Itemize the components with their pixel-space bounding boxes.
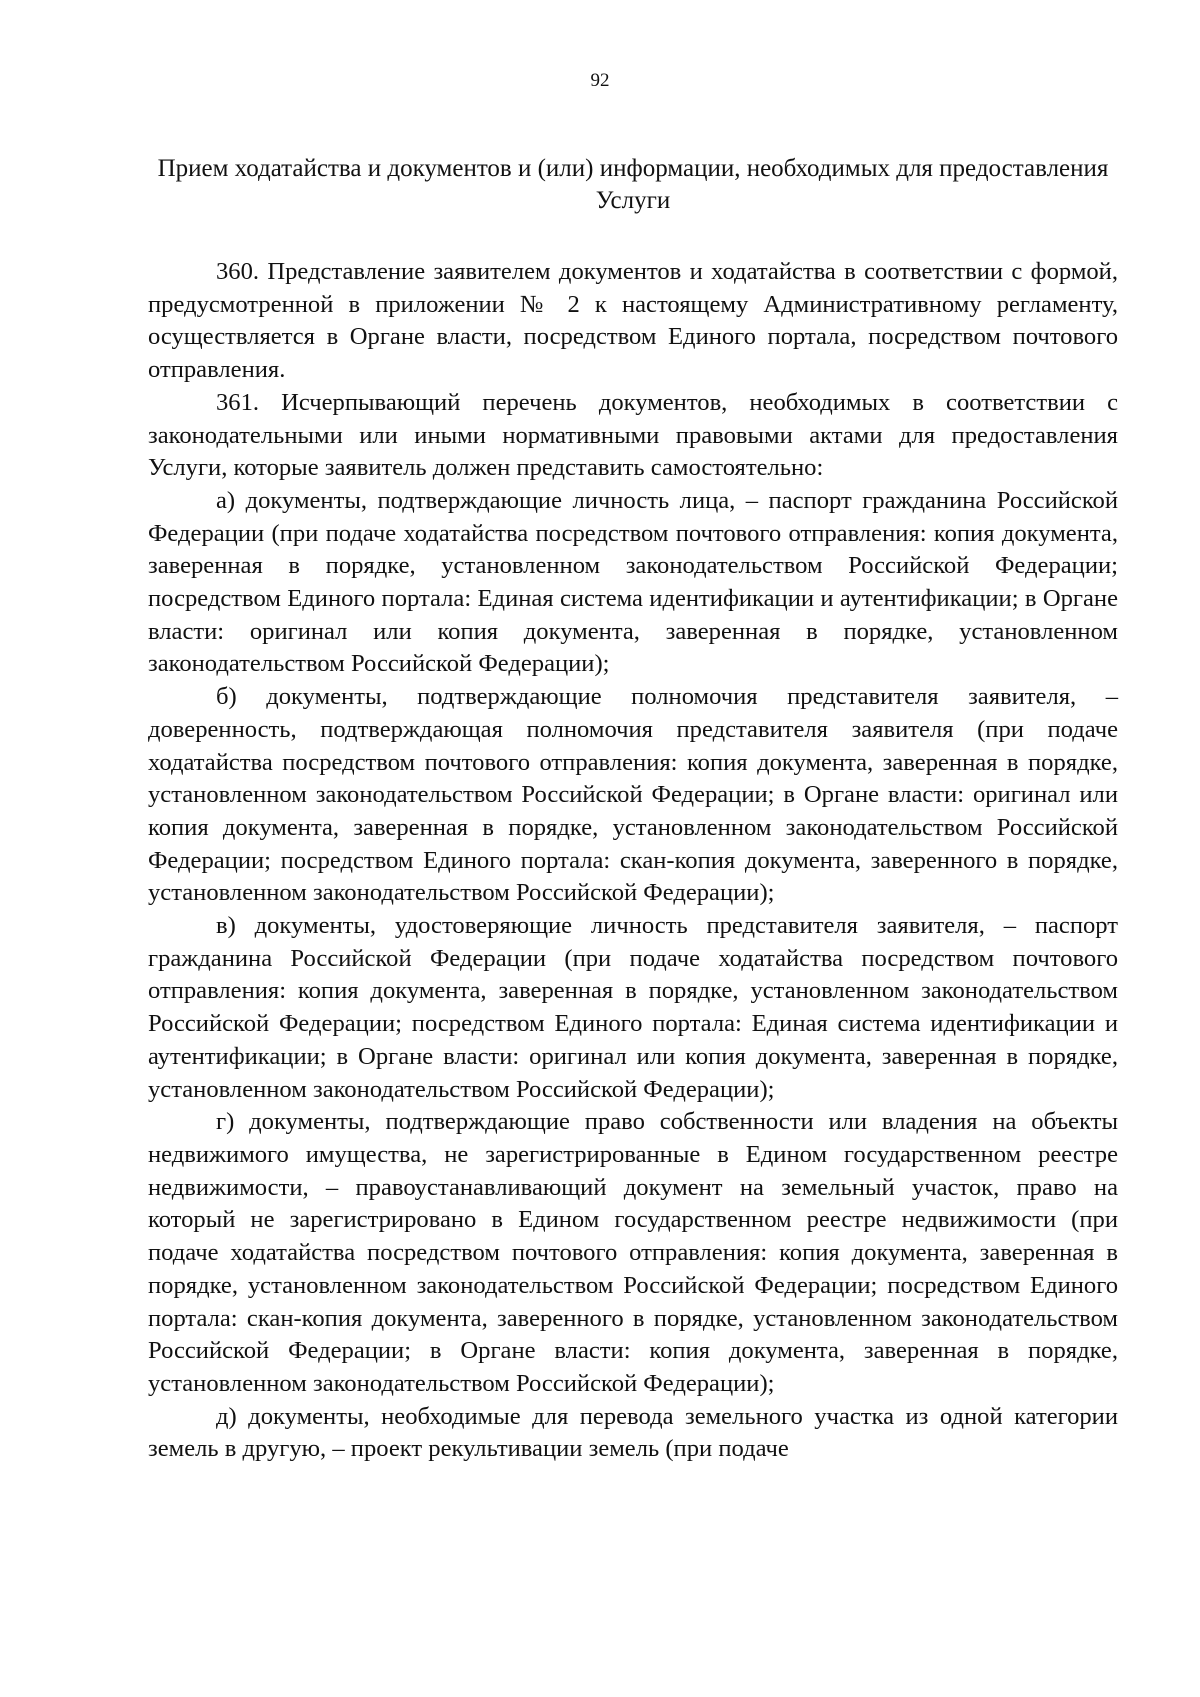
paragraph-item-d: д) документы, необходимые для перевода земельного участка из одной категории земель в другую, – проект рекультивации земель (при подаче [148, 1402, 1118, 1463]
paragraph-360: 360. Представление заявителем документов и ходатайства в соответствии с формой, предусмотренной в приложении № 2 к настоящему Административному регламенту, осуществляется в Органе власти, посредством Единого портала, посредством почтового отправления. [148, 258, 1118, 384]
page-number: 92 [590, 70, 610, 91]
paragraph-item-v: в) документы, удостоверяющие личность представителя заявителя, – паспорт гражданина Российской Федерации (при подаче ходатайства посредством почтового отправления: копия документа, заверенная в порядке, установленном законодательством Российской Федерации; посредством Единого портала: Единая система идентификации и аутентификации; в Органе власти: оригинал или копия документа, заверенная в порядке, установленном законодательством Российской Федерации); [148, 912, 1118, 1103]
paragraph-item-a: а) документы, подтверждающие личность лица, – паспорт гражданина Российской Федерации (при подаче ходатайства посредством почтового отправления: копия документа, заверенная в порядке, установленном законодательством Российской Федерации; посредством Единого портала: Единая система идентификации и аутентификации; в Органе власти: оригинал или копия документа, заверенная в порядке, установленном законодательством Российской Федерации); [148, 486, 1118, 678]
document-body [148, 256, 1118, 1466]
paragraph-item-g: г) документы, подтверждающие право собственности или владения на объекты недвижимого имущества, не зарегистрированные в Едином государственном реестре недвижимости, – правоустанавливающий документ на земельный участок, право на который не зарегистрировано в Едином государственном реестре недвижимости (при подаче ходатайства посредством почтового отправления: копия документа, заверенная в порядке, установленном законодательством Российской Федерации; посредством Единого портала: скан-копия документа, заверенного в порядке, установленном законодательством Российской Федерации; в Органе власти: копия документа, заверенная в порядке, установленном законодательством Российской Федерации); [148, 1108, 1118, 1397]
section-heading: Прием ходатайства и документов и (или) информации, необходимых для предоставления Услуги [157, 155, 1109, 214]
paragraph-item-b: б) документы, подтверждающие полномочия представителя заявителя, – доверенность, подтверждающая полномочия представителя заявителя (при подаче ходатайства посредством почтового отправления: копия документа, заверенная в порядке, установленном законодательством Российской Федерации; в Органе власти: оригинал или копия документа, заверенная в порядке, установленном законодательством Российской Федерации; посредством Единого портала: скан-копия документа, заверенного в порядке, установленном законодательством Российской Федерации); [148, 683, 1118, 907]
paragraph-361: 361. Исчерпывающий перечень документов, необходимых в соответствии с законодательными или иными нормативными правовыми актами для предоставления Услуги, которые заявитель должен представить самостоятельно: [148, 388, 1118, 482]
